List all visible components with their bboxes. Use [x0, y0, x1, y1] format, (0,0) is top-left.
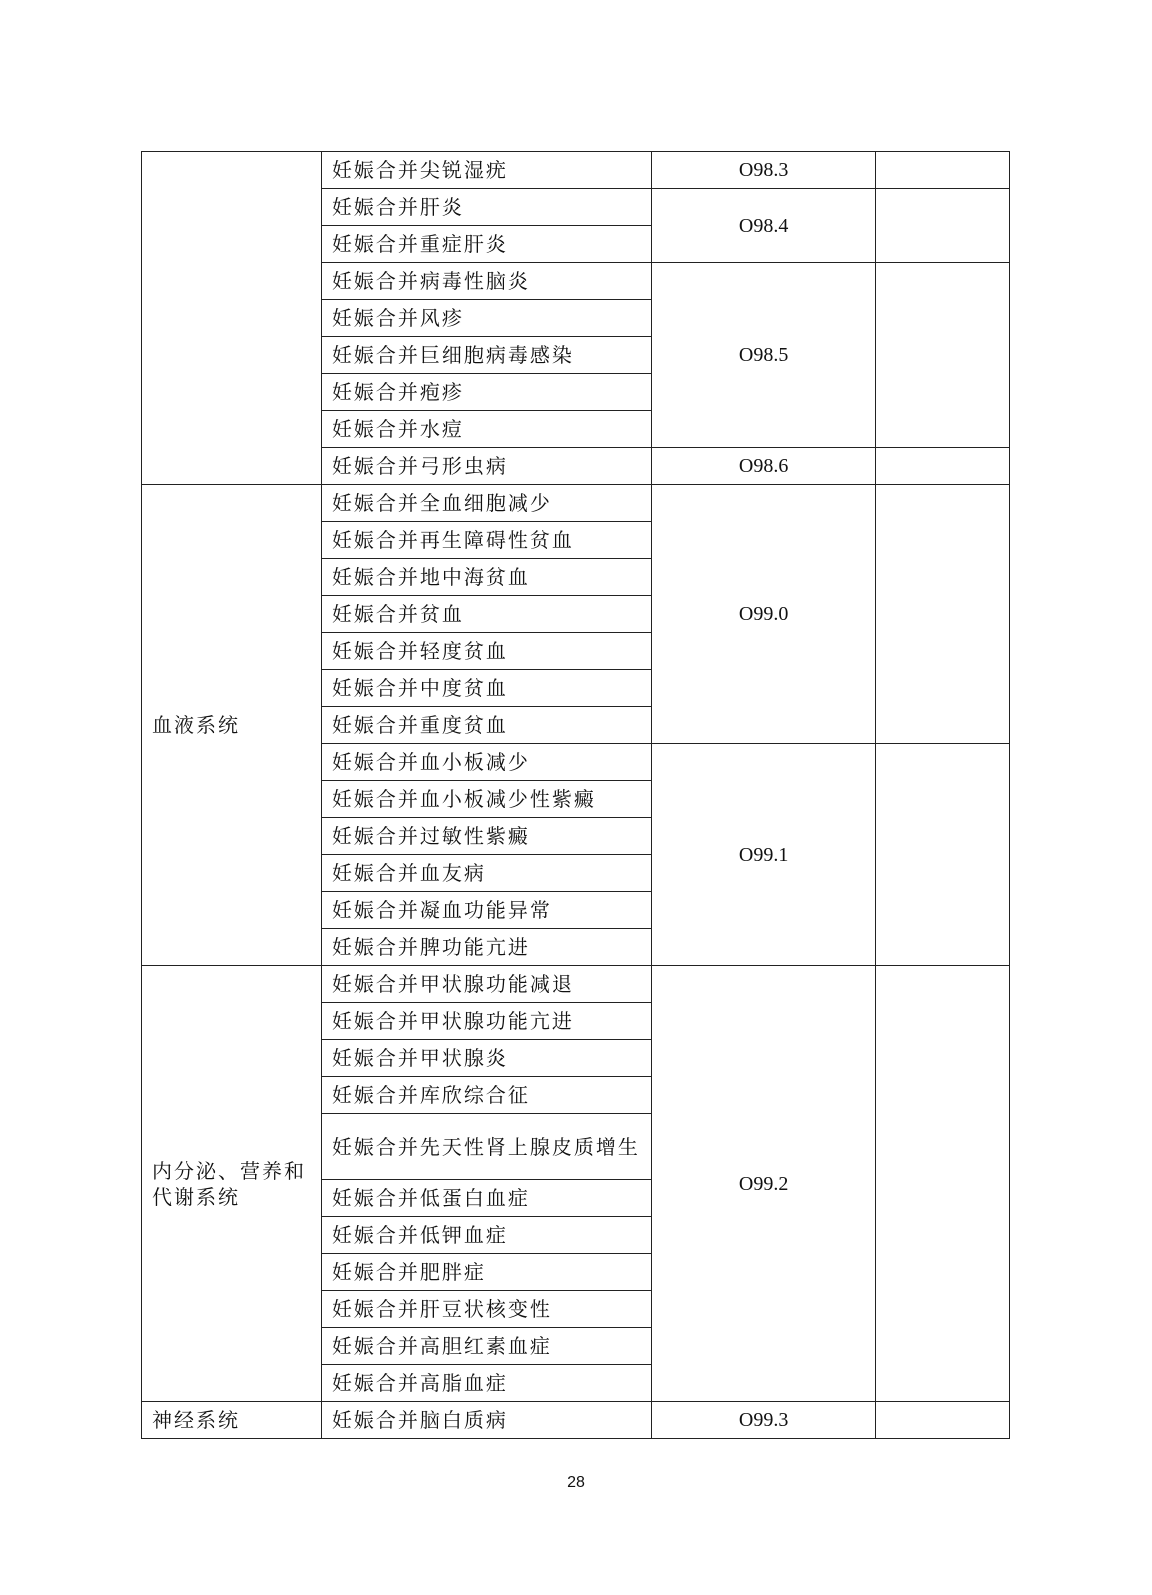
notes-cell	[876, 485, 1010, 744]
icd-code-cell: O98.5	[652, 263, 876, 448]
icd-code-cell: O99.2	[652, 966, 876, 1402]
disease-name-cell: 妊娠合并中度贫血	[321, 670, 651, 707]
disease-name-cell: 妊娠合并病毒性脑炎	[321, 263, 651, 300]
icd-code-cell: O99.3	[652, 1402, 876, 1439]
category-cell-continued	[142, 152, 322, 485]
disease-name-cell: 妊娠合并巨细胞病毒感染	[321, 337, 651, 374]
disease-name-cell: 妊娠合并甲状腺功能亢进	[321, 1003, 651, 1040]
disease-name-cell: 妊娠合并凝血功能异常	[321, 892, 651, 929]
disease-name-cell: 妊娠合并低钾血症	[321, 1217, 651, 1254]
disease-name-cell: 妊娠合并再生障碍性贫血	[321, 522, 651, 559]
disease-name-cell: 妊娠合并肝豆状核变性	[321, 1291, 651, 1328]
page-number: 28	[567, 1474, 585, 1491]
disease-name-cell: 妊娠合并库欣综合征	[321, 1077, 651, 1114]
disease-name-cell: 妊娠合并重度贫血	[321, 707, 651, 744]
disease-code-table	[141, 151, 1010, 1439]
icd-code-cell: O98.6	[652, 448, 876, 485]
disease-name-cell: 妊娠合并脑白质病	[321, 1402, 651, 1439]
disease-name-cell: 妊娠合并脾功能亢进	[321, 929, 651, 966]
disease-name-cell: 妊娠合并弓形虫病	[321, 448, 651, 485]
disease-name-cell: 妊娠合并先天性肾上腺皮质增生	[321, 1114, 651, 1180]
category-cell-endocrine: 内分泌、营养和代谢系统	[142, 966, 322, 1402]
disease-name-cell: 妊娠合并肝炎	[321, 189, 651, 226]
disease-name-cell: 妊娠合并肥胖症	[321, 1254, 651, 1291]
icd-code-cell: O98.3	[652, 152, 876, 189]
disease-name-cell: 妊娠合并轻度贫血	[321, 633, 651, 670]
disease-name-cell: 妊娠合并血小板减少	[321, 744, 651, 781]
disease-name-cell: 妊娠合并贫血	[321, 596, 651, 633]
disease-name-cell: 妊娠合并低蛋白血症	[321, 1180, 651, 1217]
notes-cell	[876, 263, 1010, 448]
disease-name-cell: 妊娠合并尖锐湿疣	[321, 152, 651, 189]
notes-cell	[876, 448, 1010, 485]
disease-name-cell: 妊娠合并全血细胞减少	[321, 485, 651, 522]
notes-cell	[876, 966, 1010, 1402]
notes-cell	[876, 189, 1010, 263]
disease-name-cell: 妊娠合并高脂血症	[321, 1365, 651, 1402]
disease-name-cell: 妊娠合并甲状腺功能减退	[321, 966, 651, 1003]
disease-name-cell: 妊娠合并疱疹	[321, 374, 651, 411]
disease-name-cell: 妊娠合并重症肝炎	[321, 226, 651, 263]
notes-cell	[876, 744, 1010, 966]
category-cell-nervous: 神经系统	[142, 1402, 322, 1439]
icd-code-cell: O99.1	[652, 744, 876, 966]
disease-name-cell: 妊娠合并高胆红素血症	[321, 1328, 651, 1365]
category-cell-blood: 血液系统	[142, 485, 322, 966]
disease-name-cell: 妊娠合并过敏性紫癜	[321, 818, 651, 855]
notes-cell	[876, 1402, 1010, 1439]
disease-name-cell: 妊娠合并风疹	[321, 300, 651, 337]
disease-name-cell: 妊娠合并地中海贫血	[321, 559, 651, 596]
icd-code-cell: O98.4	[652, 189, 876, 263]
disease-name-cell: 妊娠合并水痘	[321, 411, 651, 448]
icd-code-cell: O99.0	[652, 485, 876, 744]
notes-cell	[876, 152, 1010, 189]
disease-name-cell: 妊娠合并血小板减少性紫癜	[321, 781, 651, 818]
disease-name-cell: 妊娠合并血友病	[321, 855, 651, 892]
disease-name-cell: 妊娠合并甲状腺炎	[321, 1040, 651, 1077]
